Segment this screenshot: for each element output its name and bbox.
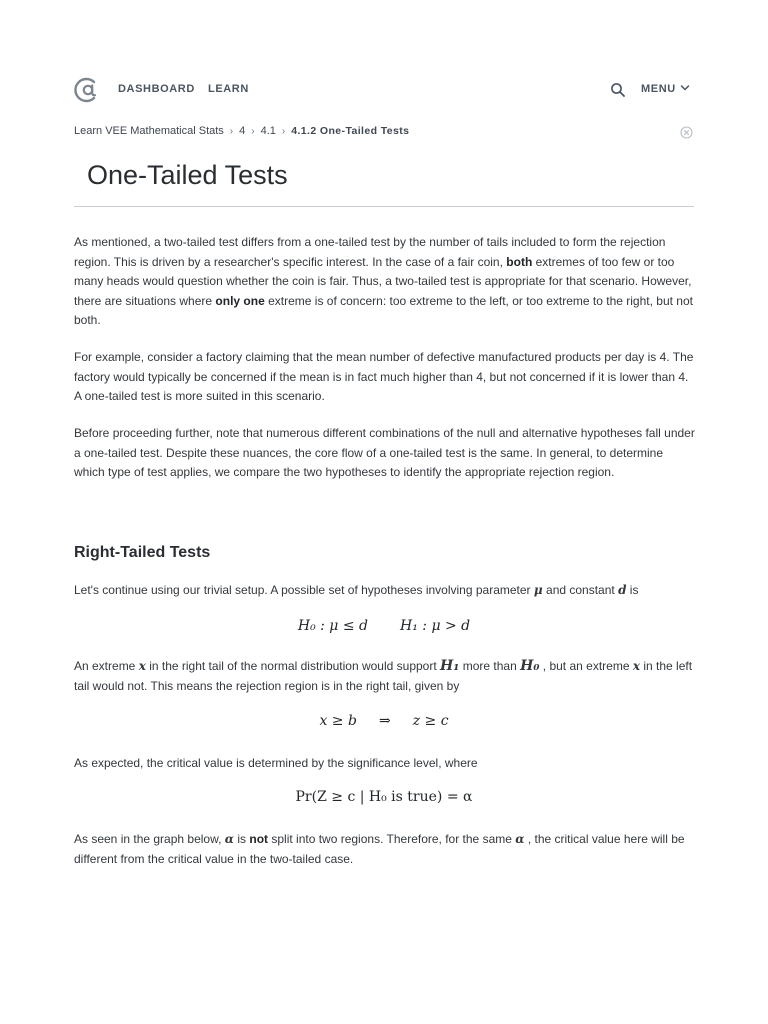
math-h0: H₀ xyxy=(520,658,540,674)
nav-dashboard-link[interactable]: DASHBOARD xyxy=(118,83,195,95)
breadcrumb xyxy=(74,125,409,137)
nav-learn-link[interactable]: LEARN xyxy=(208,83,249,95)
breadcrumb-separator: › xyxy=(229,126,234,137)
text-run: , the critical value here will be different from the critical value in the two-tailed case. xyxy=(74,832,685,866)
breadcrumb-item-section[interactable]: 4.1 xyxy=(260,125,276,137)
close-circle-icon[interactable] xyxy=(680,126,693,139)
text-run: and constant xyxy=(542,583,619,597)
text-run: is xyxy=(234,832,250,846)
intro-paragraph-2: For example, consider a factory claiming that the mean number of defective manufactured products per day is 4. The factory would typically be concerned if the mean is in fact much higher than 4, but not concerned if it is lower than 4. A one-tailed test is more suited in this scenario. xyxy=(74,350,694,404)
text-run: An extreme xyxy=(74,659,139,673)
emphasis-both: both xyxy=(506,254,533,269)
section-heading-right-tailed: Right-Tailed Tests xyxy=(74,544,211,561)
text-run: extremes of too few or too many heads would question whether the coin is fair. Thus, a two-tailed test is appropriate for that scenario. However, there are situations where xyxy=(74,254,692,308)
text-run: in the left tail would not. This means the rejection region is in the right tail, given by xyxy=(74,659,693,693)
text-run: in the right tail of the normal distribution would support xyxy=(145,659,441,673)
intro-paragraph-3: Before proceeding further, note that numerous different combinations of the null and alternative hypotheses fall under a one-tailed test. Despite these nuances, the core flow of a one-tailed test is the same. In general, to determine which type of test applies, we compare the two hypotheses to identify the appropriate rejection region. xyxy=(74,426,695,480)
coaching-actuaries-logo[interactable] xyxy=(74,76,100,104)
page-title: One-Tailed Tests xyxy=(87,160,288,190)
null-hypothesis: H₀ : μ ≤ d xyxy=(297,618,368,634)
menu-button[interactable]: MENU xyxy=(641,83,676,95)
text-run: split into two regions. Therefore, for the same xyxy=(268,832,516,846)
math-alpha: α xyxy=(224,832,235,846)
emphasis-only-one: only one xyxy=(215,293,265,308)
text-run: As mentioned, a two-tailed test differs from a one-tailed test by the number of tails included to form the rejection region. This is driven by a researcher's specific interest. In the case of a fair coin, xyxy=(74,235,666,269)
breadcrumb-item-chapter[interactable]: 4 xyxy=(239,125,246,137)
text-run: is xyxy=(626,583,639,597)
breadcrumb-item-course[interactable]: Learn VEE Mathematical Stats xyxy=(74,125,224,137)
text-run: more than xyxy=(459,659,521,673)
rejection-region-equation xyxy=(0,713,768,729)
implies-arrow: ⇒ xyxy=(378,713,391,729)
math-mu: μ xyxy=(533,583,543,597)
critical-value-paragraph: As expected, the critical value is determined by the significance level, where xyxy=(74,756,478,770)
top-navigation xyxy=(74,74,694,106)
emphasis-not: not xyxy=(249,832,269,846)
search-icon[interactable] xyxy=(610,82,626,98)
math-x: x xyxy=(138,659,146,673)
x-inequality: x ≥ b xyxy=(319,713,357,729)
rejection-region-paragraph xyxy=(74,657,696,696)
text-run: , but an extreme xyxy=(539,659,633,673)
math-alpha: α xyxy=(515,832,525,846)
text-run: As seen in the graph below, xyxy=(74,832,225,846)
chevron-down-icon[interactable] xyxy=(680,83,690,93)
z-inequality: z ≥ c xyxy=(412,713,449,729)
breadcrumb-separator: › xyxy=(281,126,286,137)
intro-paragraph-1 xyxy=(74,233,696,331)
significance-equation: Pr(Z ≥ c | H₀ is true) = α xyxy=(295,789,473,805)
hypotheses-equation xyxy=(0,618,768,634)
text-run: Let's continue using our trivial setup. A possible set of hypotheses involving parameter xyxy=(74,583,534,597)
setup-paragraph xyxy=(74,581,696,601)
math-h1: H₁ xyxy=(440,658,460,674)
text-run: extreme is of concern: too extreme to the left, or too extreme to the right, but not both. xyxy=(74,293,693,328)
math-d: d xyxy=(618,583,627,597)
breadcrumb-separator: › xyxy=(251,126,255,137)
title-divider xyxy=(74,206,694,207)
breadcrumb-current: 4.1.2 One-Tailed Tests xyxy=(291,125,410,137)
alternative-hypothesis: H₁ : μ > d xyxy=(400,618,471,634)
graph-intro-paragraph xyxy=(74,830,696,869)
math-x: x xyxy=(632,659,640,673)
